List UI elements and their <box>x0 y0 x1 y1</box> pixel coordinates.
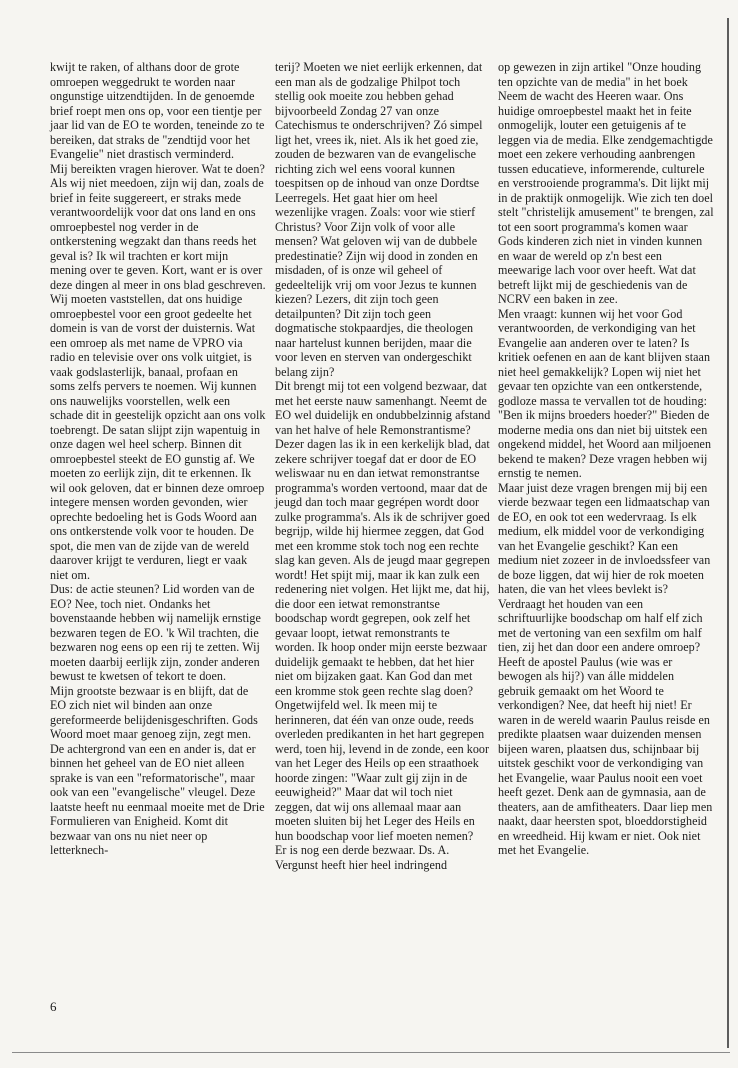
text-column-2 <box>275 60 491 872</box>
paragraph: Dit brengt mij tot een volgend bezwaar, dat met het eerste nauw samenhangt. Neemt de EO wel duidelijk en ondubbelzinnig afstand van het halve of hele Remonstrantisme? Dezer dagen las ik in een kerkelijk blad, dat zekere schrijver toegaf dat er door de EO weliswaar nu en dan ietwat remonstrantse programma's worden vertoond, maar dat de jeugd dan toch maar gegrépen wordt door zulke programma's. Als ik de schrijver goed begrijp, wilde hij hiermee zeggen, dat God met een kromme stok toch nog een rechte slag kan geven. Als de jeugd maar gegrepen wordt! Het spijt mij, maar ik kan zulk een redenering niet volgen. Het lijkt me, dat hij, die door een ietwat remonstrantse boodschap wordt gegrepen, ook zelf het gevaar loopt, ietwat remonstrants te worden. Ik hoop onder mijn eerste bezwaar duidelijk gemaakt te hebben, dat het hier niet om bijzaken gaat. Kan God dan met een kromme stok geen rechte slag doen? Ongetwijfeld wel. Ik meen mij te herinneren, dat één van onze oude, reeds overleden predikanten in het hart gegrepen werd, toen hij, levend in de zonde, een koor van het Leger des Heils op een straathoek hoorde zingen: "Waar zult gij zijn in de eeuwigheid?" Maar dat wil toch niet zeggen, dat wij ons allemaal maar aan moeten sluiten bij het Leger des Heils en hun boodschap voor lief moeten nemen? <box>275 379 491 843</box>
paragraph: kwijt te raken, of althans door de grote omroepen weggedrukt te worden naar ongunstige uitzendtijden. In de genoemde brief roept men ons op, voor een tientje per jaar lid van de EO te worden, teneinde zo te bereiken, dat straks de "zendtijd voor het Evangelie" niet drastisch verminderd. <box>50 60 265 161</box>
paragraph: Men vraagt: kunnen wij het voor God verantwoorden, de verkondiging van het Evangelie aan anderen over te laten? Is kritiek oefenen en aan de kant blijven staan niet heel gemakkelijk? Lopen wij niet het gevaar ten opzichte van een ontkerstende, godloze massa te vervallen tot de houding: "Ben ik mijns broeders hoeder?" Bieden de moderne media ons dan niet bij uitstek een ongekend middel, het Woord aan miljoenen bekend te maken? Deze vragen hebben wij ernstig te nemen. <box>498 306 712 480</box>
paragraph: Wij moeten vaststellen, dat ons huidige omroepbestel voor een groot gedeelte het domein is van de vorst der duisternis. Wat een omroep als met name de VPRO via radio en televisie over ons volk uitgiet, is vaak godslasterlijk, banaal, profaan en soms zelfs pervers te noemen. Wij kunnen ons nauwelijks voorstellen, welk een schade dit in geestelijk opzicht aan ons volk toebrengt. De satan slijpt zijn wapentuig in onze dagen wel heel scherp. Binnen dit omroepbestel steekt de EO gunstig af. We moeten zo eerlijk zijn, dit te erkennen. Ik wil ook geloven, dat er binnen deze omroep integere mensen worden gevonden, wier oprechte bedoeling het is Gods Woord aan ons ontkerstende volk voor te houden. De spot, die men van de zijde van de wereld daarover krijgt te verduren, liegt er vaak niet om. <box>50 292 266 582</box>
paragraph: Maar juist deze vragen brengen mij bij een vierde bezwaar tegen een lidmaatschap van de EO, en ook tot een wedervraag. Is elk medium, elk middel voor de verkondiging van het Evangelie geschikt? Kan een medium niet zozeer in de invloedssfeer van de boze liggen, dat wij hier de rok moeten haten, die van het vlees bevlekt is? Verdraagt het houden van een schriftuurlijke boodschap om half elf zich met de vertoning van een sexfilm om half tien, zij het dan door een andere omroep? Heeft de apostel Paulus (wie was er bewogen als hij?) van álle middelen gebruik gemaakt om het Woord te verkondigen? Nee, dat heeft hij niet! Er waren in de wereld waarin Paulus reisde en predikte plaatsen waar duizenden mensen bijeen waren, plaatsen dus, schijnbaar bij uitstek geschikt voor de verkondiging van het Evangelie, waar Paulus nooit een voet heeft gezet. Denk aan de gymnasia, aan de theaters, aan de amfitheaters. Daar liep men naakt, daar heersten spot, bloeddorstigheid en wreedheid. Hij kwam er niet. Ook niet met het Evangelie. <box>498 480 713 857</box>
text-column-1 <box>50 60 266 858</box>
page-edge-bottom <box>12 1052 730 1053</box>
paragraph: op gewezen in zijn artikel "Onze houding ten opzichte van de media" in het boek Neem de wacht des Heeren waar. Ons huidige omroepbestel maakt het in feite onmogelijk, louter een getuigenis af te leggen via de media. Elke zendgemachtigde moet een zekere verhouding aanbrengen tussen educatieve, informerende, culturele en verstrooiende programma's. Dit lijkt mij in de praktijk onmogelijk. Wie zich ten doel stelt "christelijk amusement" te brengen, zal tot een soort programma's komen waar Gods kinderen zich niet in vinden kunnen en waar de wereld op z'n best een meewarige lach voor over heeft. Wat dat betreft lijkt mij de geschiedenis van de NCRV een baken in zee. <box>498 60 714 306</box>
text-column-3 <box>498 60 714 858</box>
paragraph: Mij bereikten vragen hierover. Wat te doen? Als wij niet meedoen, zijn wij dan, zoals de brief in feite suggereert, er straks mede verantwoordelijk voor dat ons land en ons omroepbestel nog verder in de ontkerstening wegzakt dan thans reeds het geval is? Ik wil trachten er kort mijn mening over te geven. Kort, want er is over deze dingen al meer in ons blad geschreven. <box>50 161 266 292</box>
page-edge-right <box>727 18 729 1048</box>
page-number: 6 <box>50 999 57 1014</box>
paragraph: Dus: de actie steunen? Lid worden van de EO? Nee, toch niet. Ondanks het bovenstaande hebben wij namelijk ernstige bezwaren tegen de EO. 'k Wil trachten, die bezwaren nog eens op een rij te zetten. Wij moeten daarbij eerlijk zijn, zonder anderen bewust te kwetsen of tekort te doen. <box>50 582 261 683</box>
paragraph: Mijn grootste bezwaar is en blijft, dat de EO zich niet wil binden aan onze gereformeerde belijdenisgeschriften. Gods Woord moet maar genoeg zijn, zegt men. De achtergrond van een en ander is, dat er binnen het geheel van de EO niet alleen sprake is van een "reformatorische", maar ook van een "evangelische" vleugel. Deze laatste heeft nu eenmaal moeite met de Drie Formulieren van Enigheid. Komt dit bezwaar van ons nu niet neer op letterknech- <box>50 683 265 857</box>
paragraph: Er is nog een derde bezwaar. Ds. A. Vergunst heeft hier heel indringend <box>275 843 450 872</box>
paragraph: terij? Moeten we niet eerlijk erkennen, dat een man als de godzalige Philpot toch stellig ook moeite zou hebben gehad bijvoorbeeld Zondag 27 van onze Catechismus te onderschrijven? Zó simpel ligt het, vrees ik, niet. Als ik het goed zie, zouden de bezwaren van de evangelische richting zich wel eens vooral kunnen toespitsen op de inhoud van onze Dordtse Leerregels. Het gaat hier om heel wezenlijke vragen. Zoals: voor wie stierf Christus? Voor Zijn volk of voor alle mensen? Wat geloven wij van de dubbele predestinatie? Zijn wij dood in zonden en misdaden, of is onze wil geheel of gedeeltelijk vrij om voor Jezus te kunnen kiezen? Lezers, dit zijn toch geen detailpunten? Dit zijn toch geen dogmatische stokpaardjes, die theologen naar hartelust kunnen berijden, maar die voor leven en sterven van ondergeschikt belang zijn? <box>275 60 483 379</box>
